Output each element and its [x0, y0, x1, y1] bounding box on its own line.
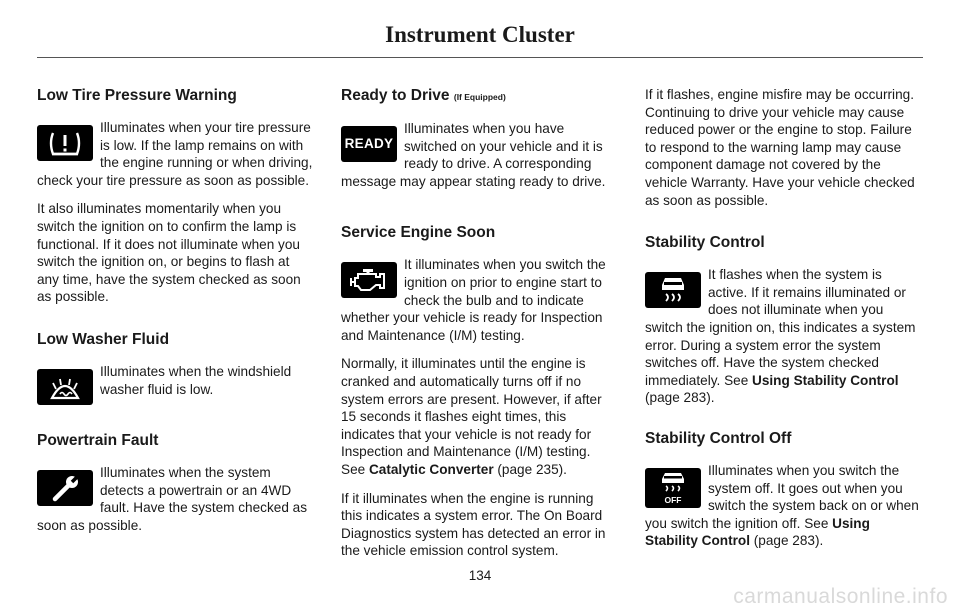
- ready-title: Ready to Drive: [341, 87, 450, 104]
- wrench-icon: [37, 470, 93, 506]
- section-title-low-washer-fluid: Low Washer Fluid: [37, 330, 170, 348]
- page-title: Instrument Cluster: [385, 22, 575, 47]
- tire-pressure-icon: [37, 125, 93, 161]
- section-title-powertrain-fault: Powertrain Fault: [37, 432, 159, 450]
- section-title-stability-control: Stability Control: [645, 234, 765, 252]
- washer-fluid-text: Illuminates when the windshield washer fluid is low.: [100, 363, 292, 397]
- engine-text-1: It illuminates when you switch the ignition on prior to engine start to check the bulb and to indicate whether your vehicle is ready for Inspection and Maintenance (I/M) testing.: [341, 257, 606, 343]
- page-number: 134: [468, 568, 492, 583]
- powertrain-fault-text: Illuminates when the system detects a powertrain or an 4WD fault. Have the system checked as soon as possible.: [37, 465, 308, 533]
- section-stability-control-off: [645, 429, 922, 550]
- section-title-ready-to-drive: [341, 86, 618, 107]
- off-icon-label: OFF: [664, 494, 682, 505]
- column-2: [341, 86, 618, 572]
- section-powertrain-fault: [37, 431, 314, 534]
- column-3: [645, 86, 922, 562]
- washer-fluid-icon: [37, 369, 93, 405]
- if-equipped-note: (If Equipped): [453, 92, 506, 102]
- using-stability-control-link-2[interactable]: Using Stability Control: [645, 515, 870, 549]
- section-service-engine-soon: [341, 223, 618, 560]
- ready-indicator-icon: [341, 126, 397, 162]
- misfire-text: If it flashes, engine misfire may be occurring. Continuing to drive your vehicle may cause reduced power or the engine to stop. Failure to respond to the warning lamp may cause component damage not covered by the vehicle Warranty. Have your vehicle checked as soon as possible.: [645, 87, 915, 208]
- header-divider: [37, 57, 923, 58]
- section-low-washer-fluid: [37, 330, 314, 409]
- stability-off-text-a: Illuminates when you switch the system off. It goes out when you switch the system back on or when you switch the ignition off. See: [645, 462, 919, 531]
- section-low-tire-pressure: [37, 86, 314, 306]
- tire-pressure-text-2: It also illuminates momentarily when you switch the ignition on to confirm the lamp is functional. If it does not illuminate when you switch the ignition on, or begins to flash at any time, have the system checked as soon as possible.: [37, 201, 301, 305]
- stability-off-text-b: (page 283).: [749, 533, 824, 549]
- stability-text-b: (page 283).: [645, 390, 715, 406]
- section-title-low-tire-pressure: Low Tire Pressure Warning: [37, 87, 237, 104]
- stability-text-a: It flashes when the system is active. If it remains illuminated or does not illuminate when you switch the ignition on, this indicates a system error. During a system error the system switches off. Have the system checked immediately. See: [645, 267, 916, 388]
- engine-text-2-b: (page 235).: [493, 461, 567, 477]
- catalytic-converter-link[interactable]: Catalytic Converter: [368, 461, 494, 477]
- engine-icon: [341, 262, 397, 298]
- section-title-stability-control-off: Stability Control Off: [645, 429, 792, 447]
- ready-icon-label: READY: [344, 136, 394, 152]
- section-ready-to-drive: [341, 86, 618, 201]
- stability-control-off-icon: [645, 468, 701, 508]
- engine-text-3: If it illuminates when the engine is running this indicates a system error. The On Board Diagnostics system has detected an error in the vehicle emission control system.: [341, 490, 606, 559]
- using-stability-control-link[interactable]: Using Stability Control: [752, 372, 899, 388]
- engine-text-2: [341, 355, 618, 478]
- tire-pressure-text-1: Illuminates when your tire pressure is low. If the lamp remains on with the engine running or when driving, check your tire pressure as soon as possible.: [37, 120, 313, 188]
- watermark: carmanualsonline.info: [733, 585, 948, 608]
- engine-text-2-a: Normally, it illuminates until the engine is cranked and automatically turns off if no system errors are present. However, if after 15 seconds it flashes eight times, this indicates that your vehicle is not ready for Inspection and Maintenance (I/M) testing. See: [341, 356, 602, 477]
- section-stability-control: [645, 233, 922, 407]
- stability-control-icon: [645, 272, 701, 308]
- ready-to-drive-text: Illuminates when you have switched on your vehicle and it is ready to drive. A corresponding message may appear stating ready to drive.: [341, 121, 606, 189]
- column-1: [37, 86, 314, 547]
- section-title-service-engine-soon: Service Engine Soon: [341, 224, 496, 242]
